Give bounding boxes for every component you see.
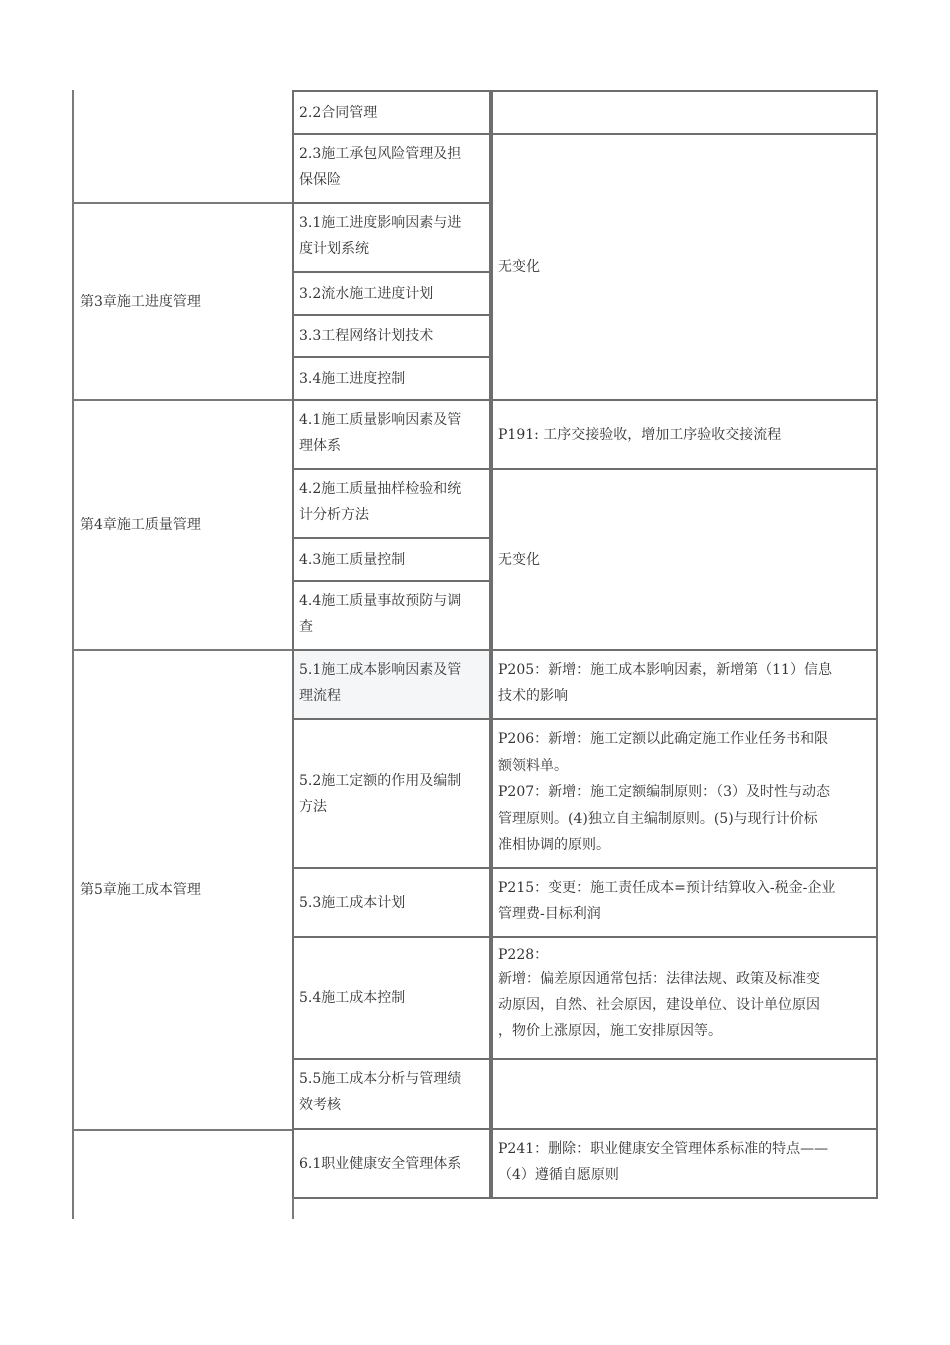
change-cell-2-2 <box>491 90 878 135</box>
chapter-cell-ch5 <box>72 649 292 1130</box>
change-cell-5-4: P228： 新增：偏差原因通常包括：法律法规、政策及标准变 动原因，自然、社会原因，建设单位、设计单位原因 ，物价上涨原因，施工安排原因等。 <box>491 936 878 1060</box>
section-cell-5-3: 5.3施工成本计划 <box>292 867 491 938</box>
chapter-label-ch5: 第5章施工成本管理 <box>80 882 201 898</box>
section-cell-3-3: 3.3工程网络计划技术 <box>292 314 491 358</box>
chapter-cell-ch6 <box>72 1129 292 1219</box>
chapter-cell-ch2-cont <box>72 90 292 203</box>
change-cell-5-1: P205：新增：施工成本影响因素，新增第（11）信息 技术的影响 <box>491 649 878 720</box>
no-change-text: 无变化 <box>498 551 540 568</box>
chapter-cell-ch4 <box>72 399 292 650</box>
section-cell-5-2: 5.2施工定额的作用及编制 方法 <box>292 718 491 869</box>
section-cell-5-1: 5.1施工成本影响因素及管 理流程 <box>292 649 491 720</box>
section-cell-2-3: 2.3施工承包风险管理及担 保保险 <box>292 133 491 204</box>
section-cell-3-4: 3.4施工进度控制 <box>292 356 491 401</box>
section-cell-3-1: 3.1施工进度影响因素与进 度计划系统 <box>292 202 491 273</box>
section-cell-6-1: 6.1职业健康安全管理体系 <box>292 1128 491 1199</box>
change-cell-6-1: P241：删除：职业健康安全管理体系标准的特点—— （4）遵循自愿原则 <box>491 1128 878 1199</box>
section-cell-4-1: 4.1施工质量影响因素及管 理体系 <box>292 399 491 470</box>
section-cell-5-4: 5.4施工成本控制 <box>292 936 491 1060</box>
section-cell-4-3: 4.3施工质量控制 <box>292 537 491 582</box>
change-cell-4-1: P191: 工序交接验收，增加工序验收交接流程 <box>491 399 878 470</box>
change-cell-5-3: P215：变更：施工责任成本=预计结算收入-税金-企业 管理费-目标利润 <box>491 867 878 938</box>
section-cell-5-5: 5.5施工成本分析与管理绩 效考核 <box>292 1058 491 1130</box>
section-cell-3-2: 3.2流水施工进度计划 <box>292 271 491 316</box>
change-cell-5-2: P206：新增：施工定额以此确定施工作业任务书和限 额领料单。 P207：新增：施工定额编制原则：（3）及时性与动态 管理原则。(4)独立自主编制原则。(5)与现行计价标 准相协调的原则。 <box>491 718 878 869</box>
section-cell-continuation <box>292 1197 294 1219</box>
change-cell-5-5 <box>491 1058 878 1130</box>
change-cell-no-change-a <box>491 133 878 401</box>
section-cell-2-2 <box>292 90 491 135</box>
chapter-label-ch4: 第4章施工质量管理 <box>80 517 201 533</box>
section-cell-4-4: 4.4施工质量事故预防与调 查 <box>292 580 491 651</box>
section-cell-4-2: 4.2施工质量抽样检验和统 计分析方法 <box>292 468 491 539</box>
section-text: 2.2合同管理 <box>299 104 378 121</box>
chapter-cell-ch3 <box>72 202 292 400</box>
change-cell-no-change-b <box>491 468 878 651</box>
chapter-label-ch3: 第3章施工进度管理 <box>80 294 201 310</box>
no-change-text: 无变化 <box>498 259 540 275</box>
